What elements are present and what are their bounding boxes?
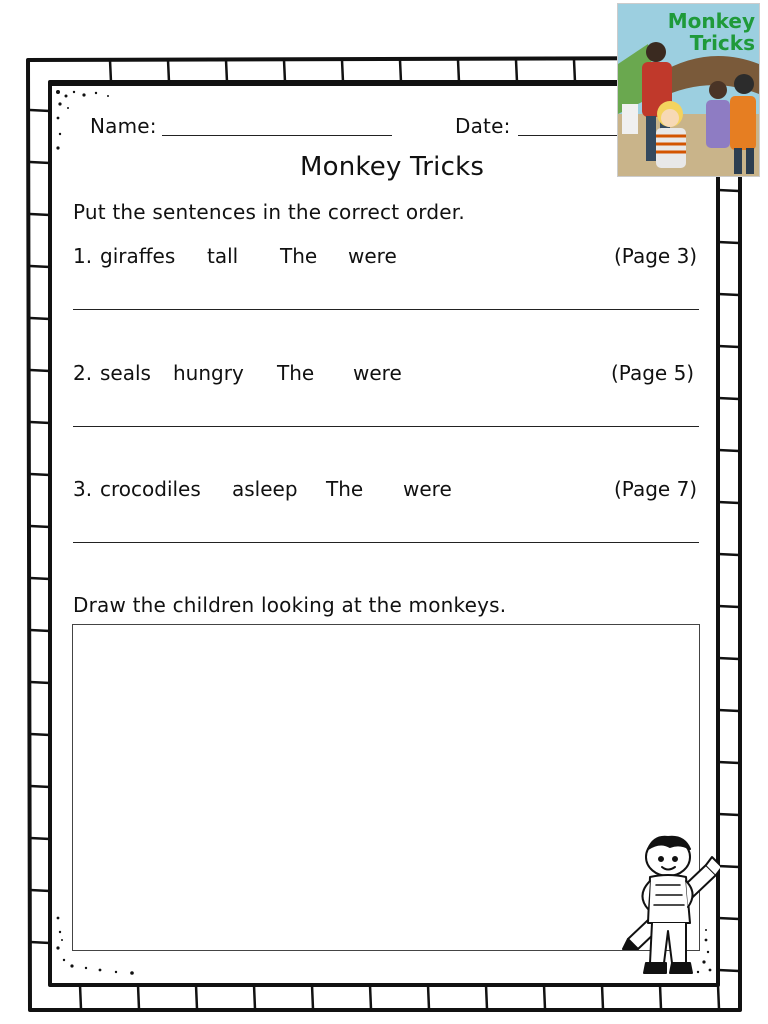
- decorative-dot: [59, 133, 61, 135]
- brick-divider: [254, 985, 255, 1009]
- brick-divider: [718, 398, 739, 399]
- scrambled-word: crocodiles: [100, 477, 201, 501]
- question-number: 2.: [73, 361, 93, 385]
- page-reference: (Page 7): [614, 477, 698, 501]
- brick-divider: [718, 985, 719, 1009]
- brick-divider: [138, 985, 139, 1009]
- brick-divider: [718, 190, 739, 191]
- scrambled-word: were: [348, 244, 397, 268]
- brick-divider: [718, 762, 739, 763]
- brick-divider: [30, 942, 50, 943]
- brick-divider: [718, 502, 739, 503]
- scrambled-word: The: [277, 361, 315, 385]
- date-label: Date:: [455, 114, 511, 138]
- scrambled-word: giraffes: [100, 244, 176, 268]
- question-number: 1.: [73, 244, 93, 268]
- brick-divider: [718, 294, 739, 295]
- brick-divider: [30, 474, 50, 475]
- brick-divider: [718, 658, 739, 659]
- instruction-text: Put the sentences in the correct order.: [73, 200, 465, 224]
- scrambled-word: tall: [207, 244, 239, 268]
- brick-divider: [718, 554, 739, 555]
- decorative-dot: [56, 946, 59, 949]
- decorative-dot: [115, 971, 117, 973]
- brick-divider: [30, 786, 50, 787]
- brick-divider: [30, 110, 50, 111]
- boy-with-pencil-icon: [620, 835, 720, 980]
- brick-divider: [30, 422, 50, 423]
- brick-divider: [196, 985, 197, 1009]
- decorative-dot: [58, 102, 61, 105]
- decorative-dot: [56, 90, 60, 94]
- decorative-dot: [85, 967, 87, 969]
- brick-divider: [370, 985, 371, 1009]
- decorative-dot: [56, 146, 59, 149]
- decorative-dot: [107, 95, 109, 97]
- decorative-dot: [57, 117, 60, 120]
- brick-divider: [30, 890, 50, 891]
- decorative-dot: [67, 107, 69, 109]
- brick-divider: [226, 60, 227, 82]
- cover-title-line: Tricks: [689, 31, 755, 55]
- brick-divider: [30, 838, 50, 839]
- scrambled-word: seals: [100, 361, 151, 385]
- brick-divider: [342, 60, 343, 82]
- scrambled-word: were: [353, 361, 402, 385]
- brick-divider: [718, 866, 739, 867]
- answer-line[interactable]: [73, 542, 699, 543]
- drawing-prompt: Draw the children looking at the monkeys.: [73, 593, 507, 617]
- question-number: 3.: [73, 477, 93, 501]
- brick-divider: [428, 985, 429, 1009]
- name-field-line[interactable]: [162, 135, 392, 136]
- scrambled-word: asleep: [232, 477, 298, 501]
- brick-divider: [486, 985, 487, 1009]
- scrambled-word: The: [326, 477, 364, 501]
- brick-divider: [718, 242, 739, 243]
- brick-divider: [30, 734, 50, 735]
- page-reference: (Page 3): [614, 244, 698, 268]
- brick-divider: [284, 60, 285, 82]
- name-label: Name:: [90, 114, 157, 138]
- decorative-dot: [73, 91, 75, 93]
- brick-divider: [516, 60, 517, 82]
- brick-divider: [110, 60, 111, 82]
- brick-divider: [718, 450, 739, 451]
- brick-divider: [30, 266, 50, 267]
- answer-line[interactable]: [73, 426, 699, 427]
- decorative-dot: [59, 931, 61, 933]
- brick-divider: [80, 985, 81, 1009]
- worksheet-title: Monkey Tricks: [300, 152, 485, 182]
- brick-divider: [660, 985, 661, 1009]
- brick-divider: [718, 710, 739, 711]
- brick-divider: [312, 985, 313, 1009]
- decorative-dot: [82, 93, 85, 96]
- decorative-dot: [57, 917, 60, 920]
- brick-divider: [30, 162, 50, 163]
- brick-divider: [30, 214, 50, 215]
- brick-divider: [400, 60, 401, 82]
- brick-divider: [718, 918, 739, 919]
- brick-divider: [30, 682, 50, 683]
- scrambled-word: were: [403, 477, 452, 501]
- decorative-dot: [130, 971, 134, 975]
- brick-divider: [718, 346, 739, 347]
- decorative-dot: [95, 92, 97, 94]
- brick-divider: [574, 60, 575, 82]
- decorative-dot: [99, 969, 102, 972]
- brick-divider: [718, 606, 739, 607]
- brick-divider: [458, 60, 459, 82]
- decorative-dot: [70, 964, 73, 967]
- drawing-area[interactable]: [72, 624, 700, 951]
- decorative-dot: [61, 939, 63, 941]
- brick-divider: [602, 985, 603, 1009]
- brick-divider: [30, 370, 50, 371]
- book-cover-image: [617, 3, 760, 177]
- brick-divider: [718, 970, 739, 971]
- decorative-dot: [65, 95, 68, 98]
- brick-divider: [718, 814, 739, 815]
- brick-divider: [30, 578, 50, 579]
- brick-divider: [168, 60, 169, 82]
- scrambled-word: hungry: [173, 361, 244, 385]
- cover-title-line: Monkey: [667, 9, 755, 33]
- brick-divider: [30, 526, 50, 527]
- scrambled-word: The: [280, 244, 318, 268]
- brick-divider: [30, 630, 50, 631]
- brick-divider: [544, 985, 545, 1009]
- answer-line[interactable]: [73, 309, 699, 310]
- decorative-dot: [63, 959, 65, 961]
- date-field-line[interactable]: [518, 135, 618, 136]
- page-reference: (Page 5): [611, 361, 695, 385]
- brick-divider: [30, 318, 50, 319]
- cover-title: [668, 10, 755, 54]
